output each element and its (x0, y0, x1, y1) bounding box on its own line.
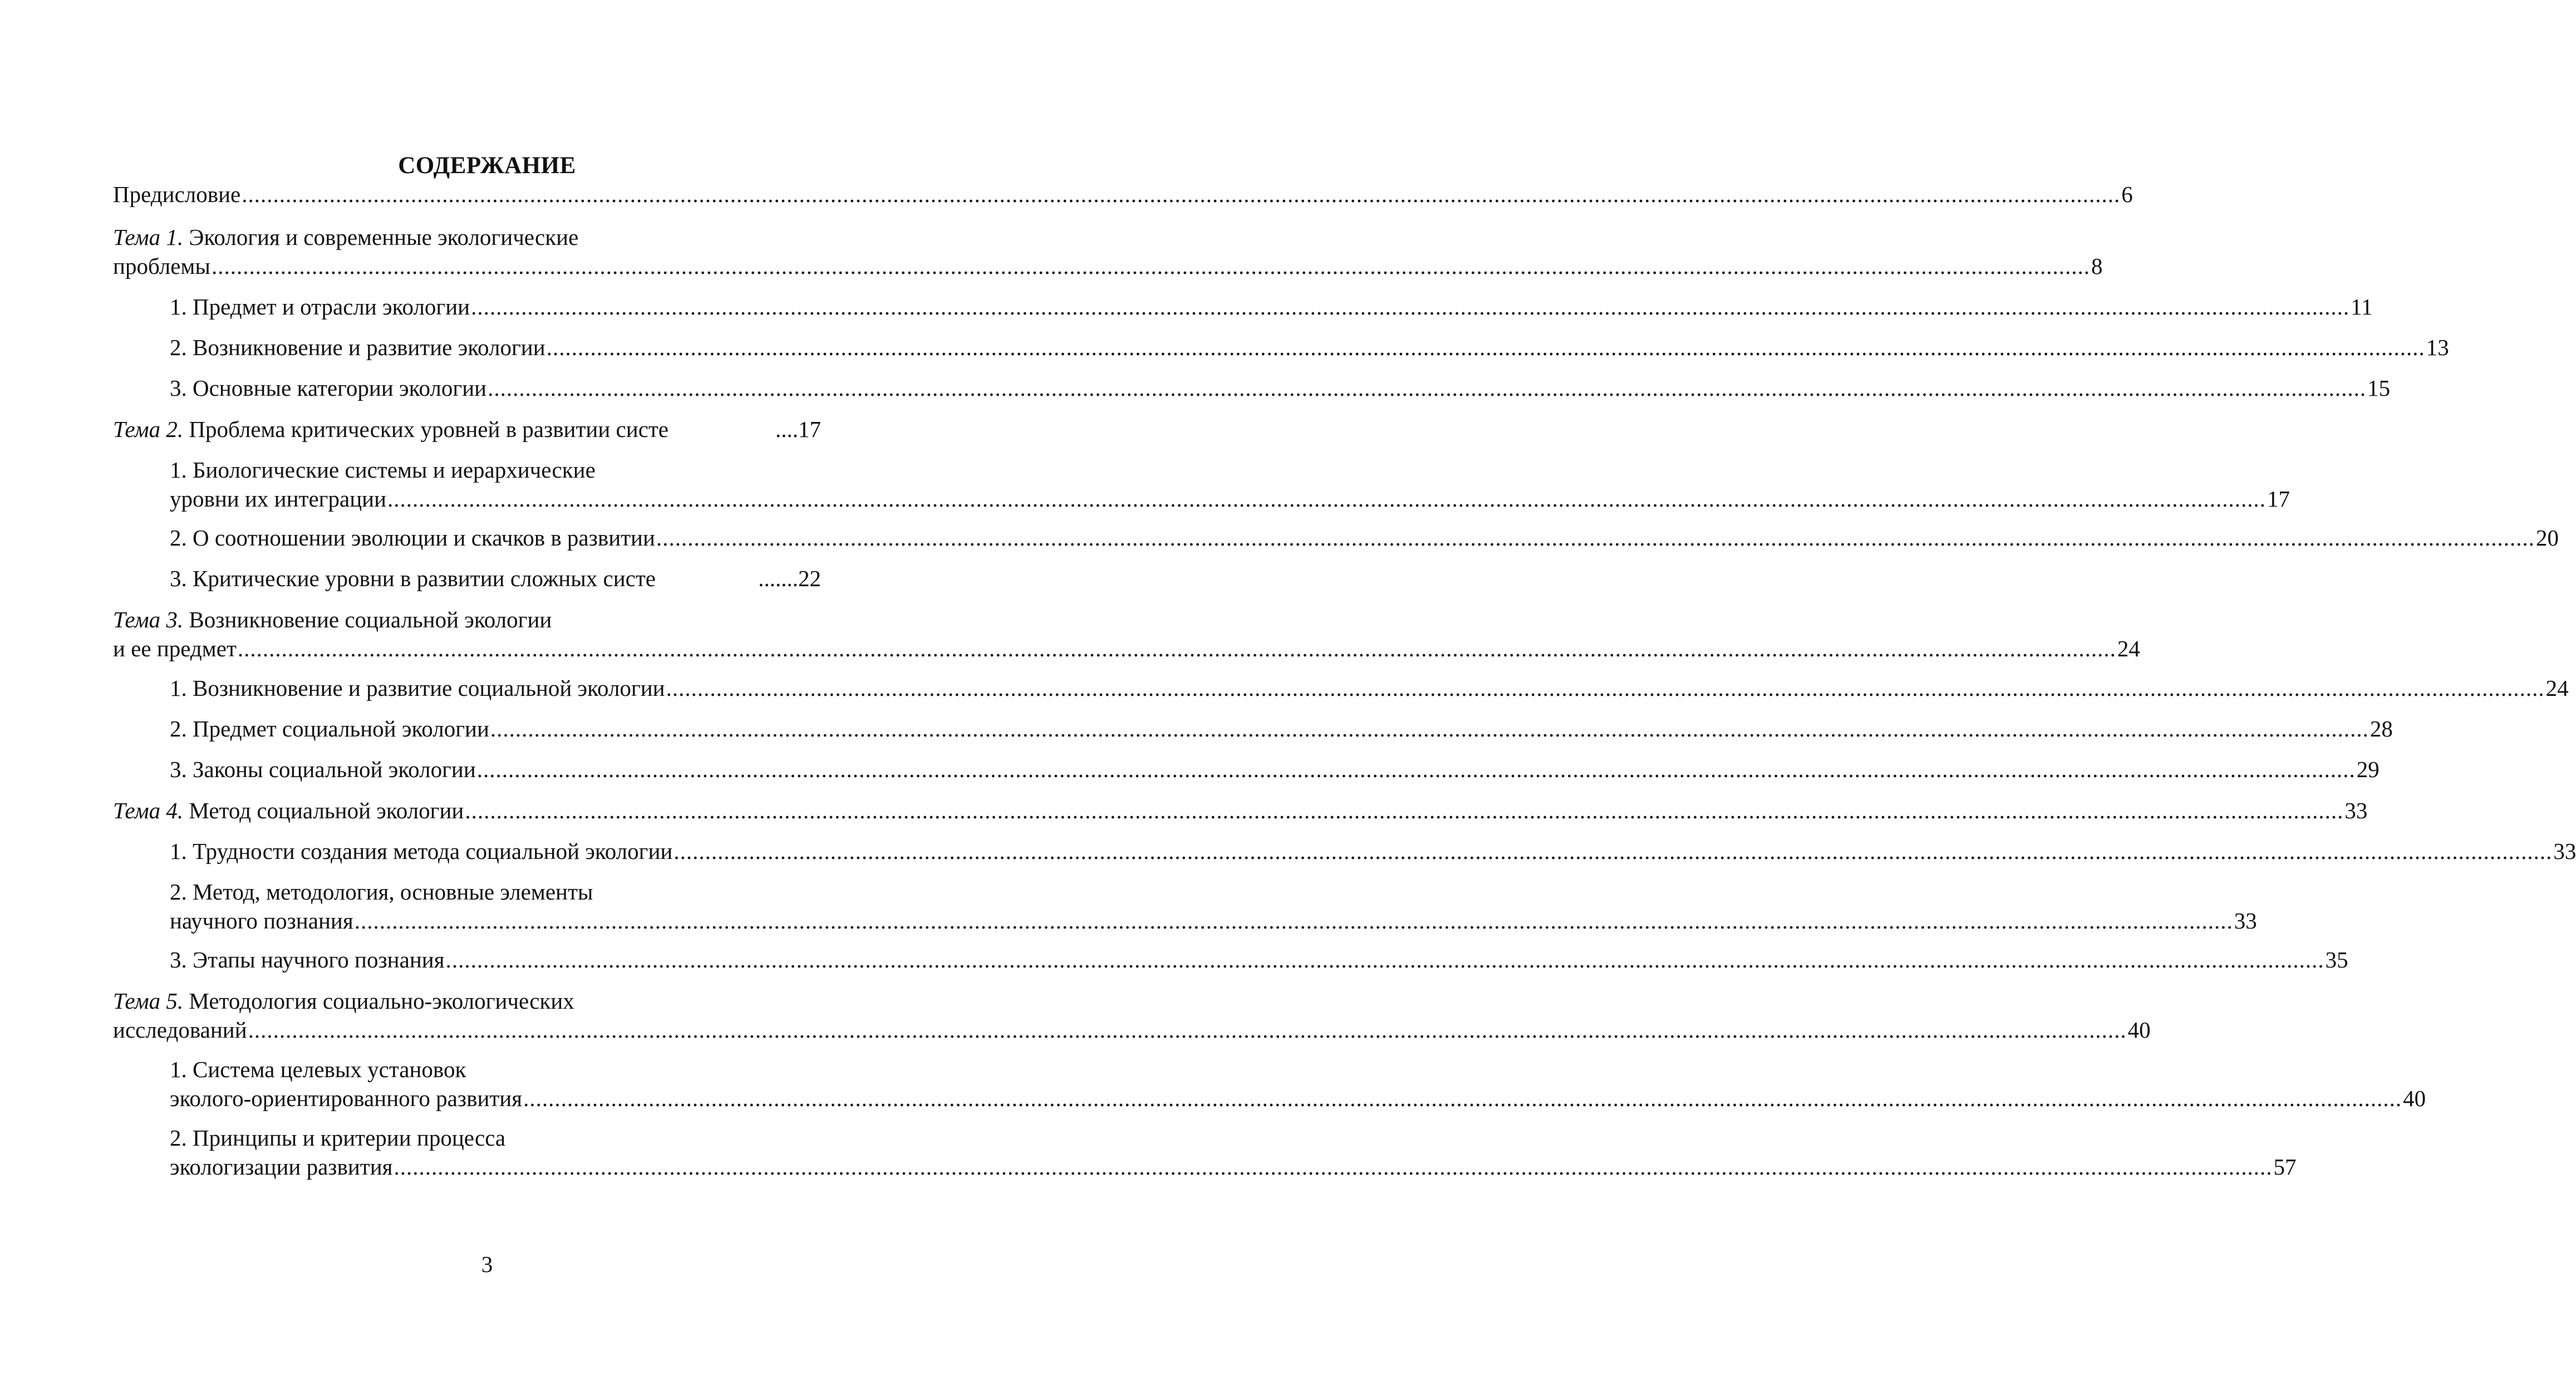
topic-label: Тема 4. (113, 798, 184, 823)
entry-page: 33 (2344, 798, 2368, 823)
entry-page: 29 (2356, 757, 2380, 782)
entry-text: 1. Трудности создания метода социальной экологии (170, 838, 673, 864)
topic-title-cont: исследований (113, 1017, 247, 1043)
dot-leader: ............................................................................................................................................................................................................................................................................................................ (476, 757, 2356, 782)
topic-label: Тема 1. (113, 224, 184, 250)
toc-section-2-3[interactable] (170, 564, 821, 593)
toc-section-4-3[interactable] (170, 945, 2348, 974)
entry-page: 24 (2545, 675, 2569, 701)
topic-label: Тема 3. (113, 607, 184, 632)
dot-leader: ............................................................................................................................................................................................................................................................................................................ (248, 1017, 2127, 1043)
toc-section-1-3[interactable] (170, 374, 2391, 402)
entry-text: 1. Предмет и отрасли экологии (170, 294, 470, 320)
dot-leader: ............................................................................................................................................................................................................................................................................................................ (387, 486, 2267, 512)
dot-leader: ............................................................................................................................................................................................................................................................................................................ (211, 253, 2090, 279)
toc-section-3-3[interactable] (170, 755, 2380, 784)
toc-section-5-2[interactable] (170, 1123, 2297, 1181)
topic-label: Тема 5. (113, 988, 184, 1014)
toc-section-1-1[interactable] (170, 292, 2373, 321)
entry-text: 2. Предмет социальной экологии (170, 716, 489, 741)
toc-entry-topic-3[interactable] (113, 605, 2140, 663)
topic-title-cont: проблемы (113, 253, 210, 279)
toc-section-1-2[interactable] (170, 333, 2449, 362)
dot-leader: ............................................................................................................................................................................................................................................................................................................ (488, 375, 2367, 401)
entry-page: 8 (2091, 253, 2103, 279)
topic-title: Возникновение социальной экологии (189, 607, 552, 632)
entry-text: 3. Основные категории экологии (170, 375, 487, 401)
entry-page: 40 (2403, 1086, 2426, 1111)
entry-text: 1. Возникновение и развитие социальной экологии (170, 675, 665, 701)
dot-leader: ............................................................................................................................................................................................................................................................................................................ (354, 908, 2233, 934)
dot-leader: ............................................................................................................................................................................................................................................................................................................ (237, 636, 2116, 661)
entry-page: 11 (2351, 294, 2373, 320)
entry-text: 2. Метод, методология, основные элементы (170, 879, 593, 905)
entry-text: 3. Этапы научного познания (170, 947, 445, 973)
dot-leader: ............................................................................................................................................................................................................................................................................................................ (394, 1154, 2273, 1180)
topic-label: Тема 2. (113, 416, 184, 442)
page-number: 3 (481, 1251, 493, 1277)
dot-leader: ............................................................................................................................................................................................................................................................................................................ (523, 1086, 2402, 1111)
entry-text: 2. О соотношении эволюции и скачков в развитии (170, 525, 655, 551)
entry-page: 33 (2553, 838, 2576, 864)
entry-page: 24 (2117, 636, 2140, 661)
toc-section-4-1[interactable] (170, 837, 2576, 866)
toc-section-5-1[interactable] (170, 1055, 2426, 1113)
entry-page: 20 (2535, 525, 2559, 551)
dot-leader: ............................................................................................................................................................................................................................................................................................................ (471, 294, 2350, 320)
entry-text-cont: эколого-ориентированного развития (170, 1086, 523, 1111)
dot-leader: ............................................................................................................................................................................................................................................................................................................ (490, 716, 2369, 741)
topic-title: Метод социальной экологии (189, 798, 464, 823)
toc-section-2-2[interactable] (170, 523, 2559, 552)
entry-text: 2. Принципы и критерии процесса (170, 1125, 506, 1151)
entry-text: Предисловие (113, 181, 241, 207)
entry-page: 17 (2267, 486, 2290, 512)
entry-text: 3. Критические уровни в развитии сложных систе (170, 566, 656, 591)
toc-section-3-1[interactable] (170, 674, 2569, 703)
entry-page: 28 (2369, 716, 2393, 741)
entry-page: 57 (2273, 1154, 2297, 1180)
dot-leader: ............................................................................................................................................................................................................................................................................................................ (242, 181, 2121, 207)
entry-page: 13 (2426, 335, 2449, 360)
toc-section-3-2[interactable] (170, 714, 2393, 743)
entry-text: 3. Законы социальной экологии (170, 757, 476, 782)
toc-entry-topic-1[interactable] (113, 223, 2103, 281)
entry-page: 15 (2367, 375, 2391, 401)
entry-page: 35 (2325, 947, 2348, 973)
toc-entry-topic-2[interactable] (113, 415, 821, 444)
topic-title: Проблема критических уровней в развитии систе (189, 416, 669, 442)
toc-entry-topic-4[interactable] (113, 796, 2368, 825)
page-title: СОДЕРЖАНИЕ (398, 153, 576, 179)
toc-entry-topic-5[interactable] (113, 986, 2151, 1044)
dot-leader: ............................................................................................................................................................................................................................................................................................................ (656, 525, 2535, 551)
topic-title: Экология и современные экологические (189, 224, 579, 250)
entry-page: .......22 (758, 566, 821, 591)
entry-text: 1. Система целевых установок (170, 1057, 466, 1082)
dot-leader: ............................................................................................................................................................................................................................................................................................................ (674, 838, 2553, 864)
entry-page: ....17 (775, 416, 821, 442)
topic-title-cont: и ее предмет (113, 636, 237, 661)
entry-page: 40 (2127, 1017, 2151, 1043)
entry-text-cont: экологизации развития (170, 1154, 393, 1180)
entry-text-cont: научного познания (170, 908, 353, 934)
dot-leader: ............................................................................................................................................................................................................................................................................................................ (546, 335, 2425, 360)
entry-text: 1. Биологические системы и иерархические (170, 457, 596, 483)
entry-page: 6 (2121, 181, 2133, 207)
toc-section-4-2[interactable] (170, 877, 2257, 935)
topic-title: Методология социально-экологических (189, 988, 574, 1014)
entry-page: 33 (2234, 908, 2257, 934)
dot-leader: ............................................................................................................................................................................................................................................................................................................ (666, 675, 2545, 701)
dot-leader: ............................................................................................................................................................................................................................................................................................................ (445, 947, 2324, 973)
entry-text: 2. Возникновение и развитие экологии (170, 335, 545, 360)
toc-entry-preface[interactable] (113, 180, 2133, 209)
toc-section-2-1[interactable] (170, 455, 2290, 513)
dot-leader: ............................................................................................................................................................................................................................................................................................................ (465, 798, 2344, 823)
entry-text-cont: уровни их интеграции (170, 486, 387, 512)
